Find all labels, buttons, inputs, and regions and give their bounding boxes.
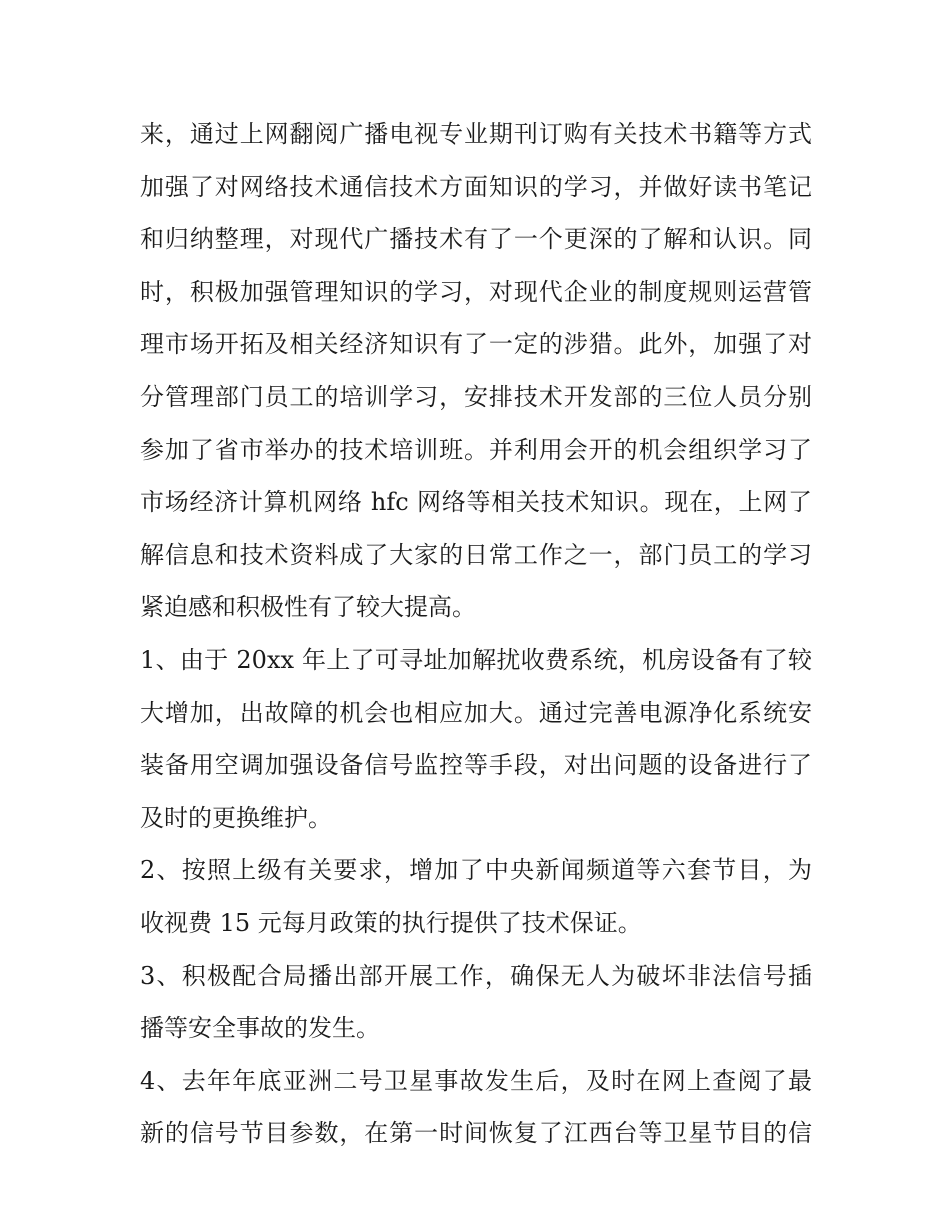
- paragraph-item-3: [140, 950, 812, 1055]
- text-line: 3、积极配合局播出部开展工作，确保无人为破坏非法信号插: [140, 961, 812, 990]
- text-line: 和归纳整理，对现代广播技术有了一个更深的了解和认识。同: [140, 225, 812, 254]
- paragraph-item-4: [140, 1055, 812, 1160]
- text-line: 参加了省市举办的技术培训班。并利用会开的机会组织学习了: [140, 435, 812, 464]
- text-line: 收视费 15 元每月政策的执行提供了技术保证。: [140, 908, 642, 937]
- text-line: 紧迫感和积极性有了较大提高。: [140, 593, 476, 622]
- text-line: 播等安全事故的发生。: [140, 1014, 380, 1043]
- paragraph-study: [140, 108, 812, 634]
- paragraph-item-2: [140, 844, 812, 949]
- document-body: [140, 108, 812, 1160]
- text-line: 1、由于 20xx 年上了可寻址加解扰收费系统，机房设备有了较: [140, 645, 812, 674]
- text-line: 市场经济计算机网络 hfc 网络等相关技术知识。现在，上网了: [140, 488, 812, 517]
- text-line: 4、去年年底亚洲二号卫星事故发生后，及时在网上查阅了最: [140, 1066, 812, 1095]
- text-line: 2、按照上级有关要求，增加了中央新闻频道等六套节目，为: [140, 856, 812, 885]
- text-line: 及时的更换维护。: [140, 803, 332, 832]
- text-line: 理市场开拓及相关经济知识有了一定的涉猎。此外，加强了对: [140, 330, 812, 359]
- text-line: 加强了对网络技术通信技术方面知识的学习，并做好读书笔记: [140, 172, 812, 201]
- text-line: 来，通过上网翻阅广播电视专业期刊订购有关技术书籍等方式: [140, 120, 812, 148]
- text-line: 分管理部门员工的培训学习，安排技术开发部的三位人员分别: [140, 382, 812, 411]
- text-line: 解信息和技术资料成了大家的日常工作之一，部门员工的学习: [140, 540, 812, 569]
- text-line: 大增加，出故障的机会也相应加大。通过完善电源净化系统安: [140, 698, 812, 727]
- text-line: 新的信号节目参数，在第一时间恢复了江西台等卫星节目的信: [140, 1119, 812, 1148]
- text-line: 时，积极加强管理知识的学习，对现代企业的制度规则运营管: [140, 277, 812, 306]
- paragraph-item-1: [140, 634, 812, 844]
- text-line: 装备用空调加强设备信号监控等手段，对出问题的设备进行了: [140, 751, 812, 780]
